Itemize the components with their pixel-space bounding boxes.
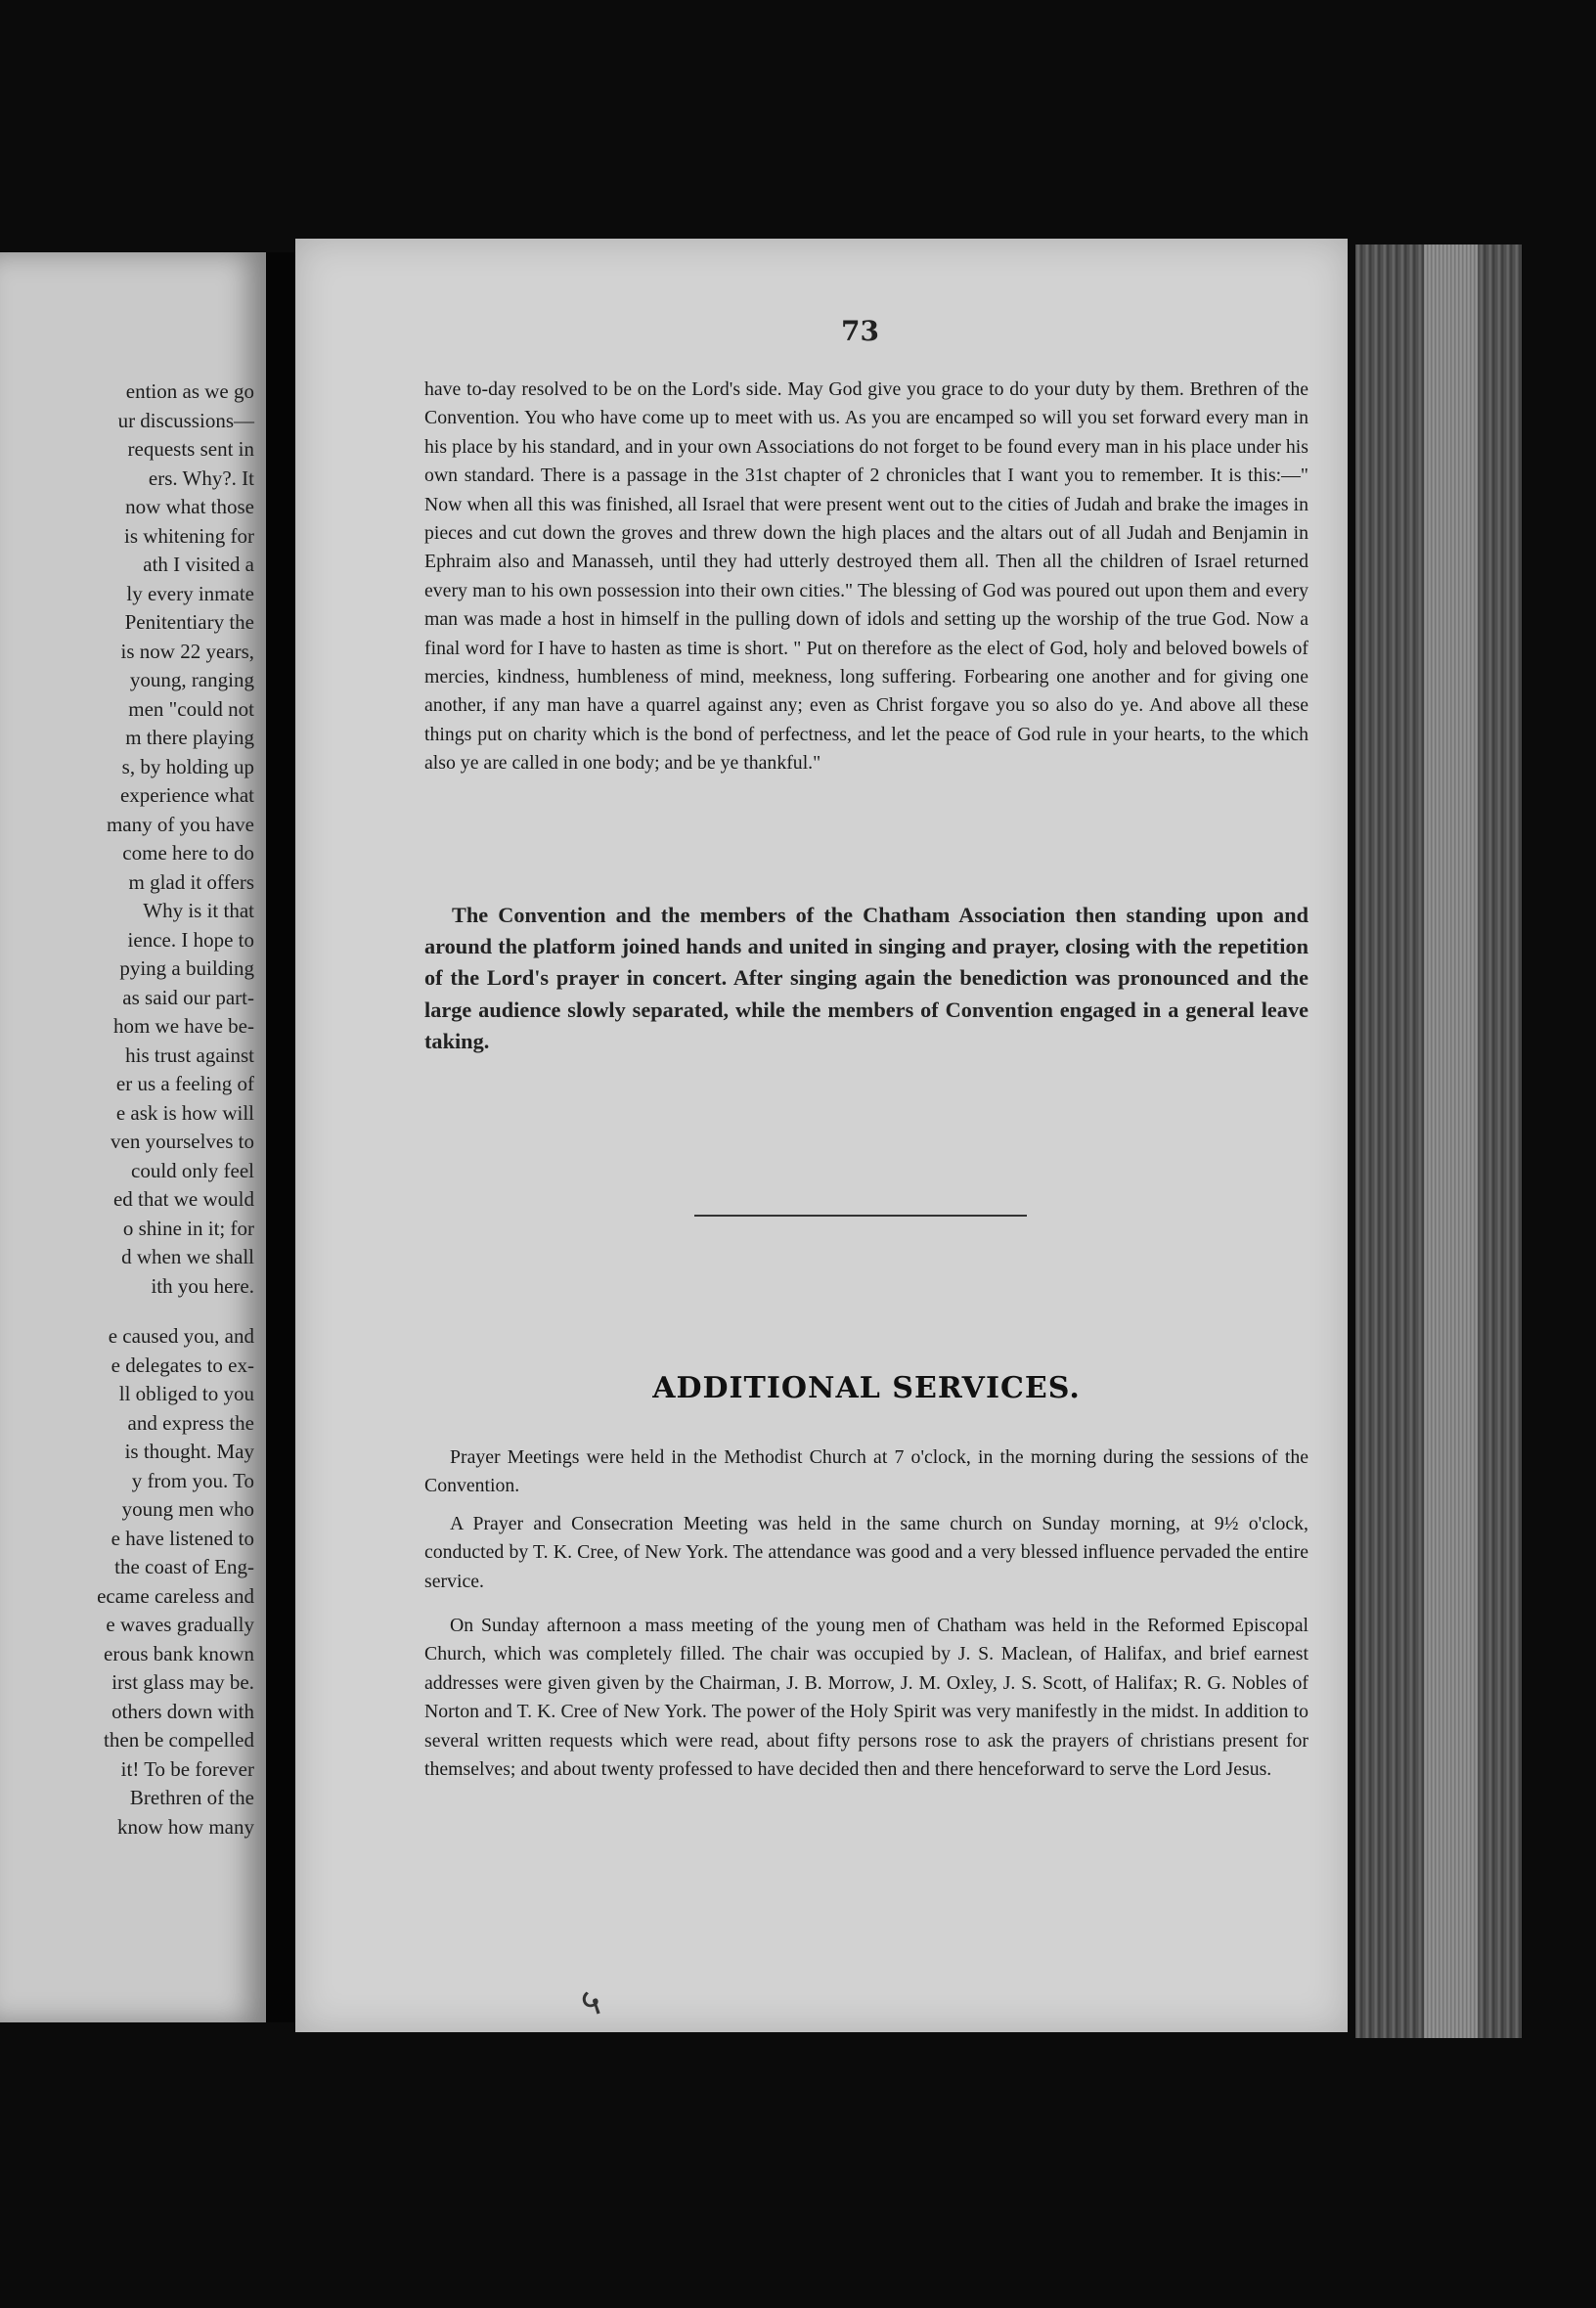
left-page-line: Why is it that [143,899,254,922]
left-page-line: s, by holding up [121,754,254,778]
left-page-line: o shine in it; for [122,1216,254,1240]
left-page-line: ention as we go [125,379,254,403]
left-page-line: his trust against [125,1043,254,1067]
paragraph-mass-meeting: On Sunday afternoon a mass meeting of the young men of Chatham was held in the Reformed Episcopal Church, which was completely filled. The chair was occupied by J. S. Maclean, of Halifax, and brief earnest addresses were given given by the Chairman, J. B. Morrow, J. M. Oxley, J. S. Scott, of Halifax; R. G. Nobles of Norton and T. K. Cree of New York. The power of the Holy Spirit was very manifestly in the midst. In addition to several written requests which were read, about fifty persons rose to ask the prayers of christians present for themselves; and about twenty professed to have decided then and there henceforward to serve the Lord Jesus. [424,1615,1308,1781]
left-page-line: e delegates to ex- [111,1353,254,1377]
left-page-line: ath I visited a [143,553,254,576]
book-gutter [266,252,295,2022]
left-page-text [0,377,254,1842]
paragraph-sermon-conclusion: have to-day resolved to be on the Lord's side. May God give you grace to do your duty by them. Brethren of the Convention. You who have come up to meet with us. As you are encamped so will you set forward every man in his place by his standard, and in your own Associations do not forget to be found every man in his place under his own standard. There is a passage in the 31st chapter of 2 chronicles that I want you to remember. It is this:—" Now when all this was finished, all Israel that were present went out to the cities of Judah and brake the images in pieces and cut down the groves and threw down the high places and the altars out of all Judah and Benjamin in Ephraim also and Manasseh, until they had utterly destroyed them all. Then all the children of Israel returned every man to his own possession into their own cities." The blessing of God was poured out upon them and every man was made a host in himself in the pulling down of idols and setting up the worship of the true God. Now a final word for I have to hasten as time is short. " Put on therefore as the elect of God, holy and beloved bowels of mercies, kindness, humbleness of mind, meekness, long suffering. Forbearing one another and for giving one another, if any man have a quarrel against any; even as Christ forgave you so also do ye. And above all these things put on charity which is the bond of perfectness, and let the peace of God rule in your hearts, to the which also ye are called in one body; and be ye thankful." [424,378,1308,775]
left-page-line: others down with [111,1699,254,1723]
left-page-line: er us a feeling of [115,1072,254,1095]
left-page-line: many of you have [106,812,254,836]
left-page-line: and express the [127,1410,254,1435]
left-page-line: the coast of Eng- [114,1555,254,1578]
left-page [0,252,266,2022]
left-page-line: young men who [121,1497,254,1521]
left-page-line: now what those [125,495,254,518]
left-page-line: ers. Why?. It [148,466,254,490]
left-page-line: m glad it offers [128,869,254,894]
pencil-mark: ५ [578,1978,603,2025]
page-edges [1355,244,1522,2038]
left-page-line: then be compelled [104,1728,254,1752]
left-page-line: experience what [119,783,254,807]
left-page-line: know how many [117,1814,254,1839]
left-page-line: ven yourselves to [111,1130,254,1153]
left-page-line: d when we shall [121,1245,254,1268]
left-page-line: ur discussions— [117,408,254,432]
left-page-line: is now 22 years, [120,639,254,663]
left-page-line: e ask is how will [115,1100,254,1125]
left-page-line: requests sent in [127,437,254,461]
left-page-line: ly every inmate [126,581,254,605]
left-page-line: as said our part- [122,985,254,1009]
left-page-line: y from you. To [131,1468,254,1492]
left-page-line: e caused you, and [108,1324,254,1348]
left-page-line: m there playing [125,726,254,749]
left-page-line: Brethren of the [129,1786,254,1809]
left-page-line: Penitentiary the [124,610,254,634]
left-page-line: ed that we would [112,1187,254,1211]
left-page-line: is whitening for [124,523,254,548]
left-page-line: come here to do [122,841,254,865]
left-page-line: it! To be forever [120,1756,254,1781]
page-number: 73 [841,315,879,347]
left-page-line: could only feel [131,1158,254,1182]
section-divider [694,1215,1027,1217]
left-page-line: young, ranging [129,668,254,691]
left-page-line: irst glass may be. [111,1670,254,1694]
left-page-line: men "could not [128,696,254,721]
left-page-line: e waves gradually [106,1613,254,1636]
left-page-line: erous bank known [104,1641,254,1665]
paragraph-convention-closing: The Convention and the members of the Chatham Association then standing upon and around the platform joined hands and united in singing and prayer, closing with the repetition of the Lord's prayer in concert. After singing again the benediction was pronounced and the large audience slowly separated, while the members of Convention engaged in a general leave taking. [424,903,1308,1053]
section-heading: ADDITIONAL SERVICES. [652,1371,1081,1405]
paragraph-consecration-meeting: A Prayer and Consecration Meeting was held in the same church on Sunday morning, at 9½ o'clock, conducted by T. K. Cree, of New York. The attendance was good and a very blessed influence pervaded the entire service. [424,1513,1308,1592]
left-page-line: pying a building [119,956,254,980]
left-page-line: hom we have be- [112,1014,254,1038]
left-page-line: e have listened to [111,1526,254,1550]
left-page-line: ecame careless and [97,1583,254,1608]
left-page-line: ith you here. [151,1273,254,1298]
left-page-line: ience. I hope to [127,927,254,952]
left-page-line: ll obliged to you [118,1382,254,1405]
left-page-line: is thought. May [124,1440,254,1463]
paragraph-prayer-meetings: Prayer Meetings were held in the Methodist Church at 7 o'clock, in the morning during the sessions of the Convention. [424,1446,1308,1497]
left-page-line [0,1301,254,1322]
